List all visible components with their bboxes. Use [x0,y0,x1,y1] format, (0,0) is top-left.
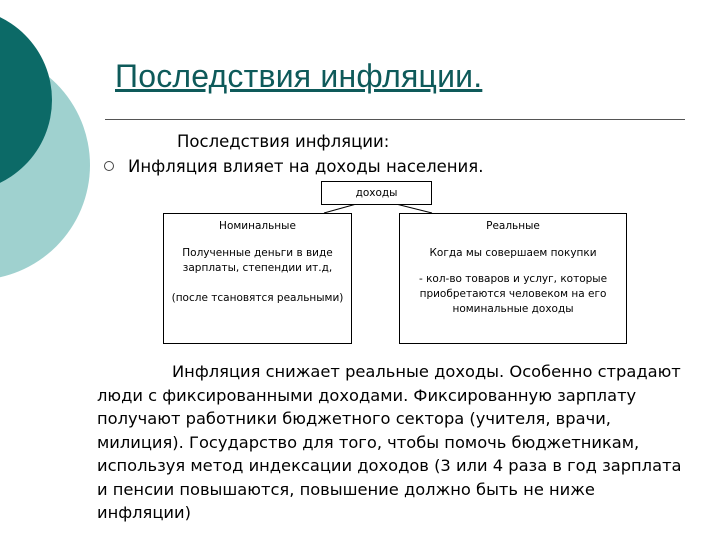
diagram-node-real [399,213,627,344]
node-real-text2: - кол-во товаров и услуг, которые приобретаются человеком на его номинальные доходы [418,273,608,315]
decorative-circles [0,0,120,300]
title-divider [105,119,685,120]
body-paragraph: Инфляция снижает реальные доходы. Особенно страдают люди с фиксированными доходами. Фиксированную зарплату получают работники бюджетного сектора (учителя, врачи, милиция). Государство для того, чтобы помочь бюджетникам, используя метод индексации доходов (3 или 4 раза в год зарплата и пенсии повышаются, повышение должно быть не ниже инфляции) [97,362,682,522]
bullet-item [104,157,483,176]
node-income-label: доходы [355,187,398,199]
slide-title: Последствия инфляции. [115,58,483,94]
bullet-text: Инфляция влияет на доходы населения. [128,157,484,176]
diagram-node-income [321,181,432,205]
node-nominal-text1: Полученные деньги в виде зарплаты, степендии ит.д, [182,247,333,274]
node-real-heading: Реальные [486,220,540,232]
diagram-node-nominal [163,213,352,344]
node-nominal-text2: (после тсановятся реальными) [171,292,344,304]
node-real-text1: Когда мы совершаем покупки [429,247,597,259]
bullet-circle-icon [104,161,114,171]
intro-line: Последствия инфляции: [177,132,390,151]
node-nominal-heading: Номинальные [219,220,296,232]
